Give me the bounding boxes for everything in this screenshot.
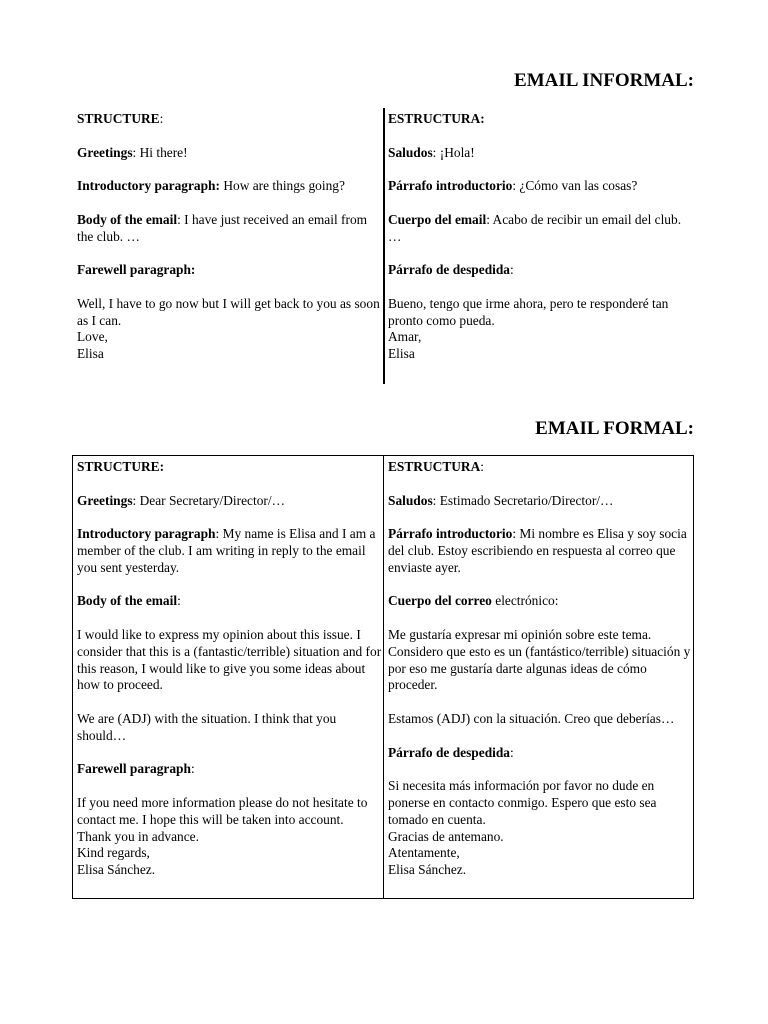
farewell-heading: Farewell paragraph: <box>77 761 195 777</box>
body-heading: Cuerpo del correo electrónico: <box>388 593 559 609</box>
informal-title: EMAIL INFORMAL: <box>514 70 694 91</box>
farewell-line: Kind regards, <box>77 845 150 861</box>
formal-spanish-column <box>388 459 693 879</box>
formal-title: EMAIL FORMAL: <box>535 418 694 439</box>
body-heading: Body of the email: <box>77 593 181 609</box>
informal-english-column <box>77 111 382 363</box>
farewell-line: Elisa Sánchez. <box>77 862 156 878</box>
body-paragraph: We are (ADJ) with the situation. I think that you should… <box>77 710 337 743</box>
greetings-row: Greetings: Dear Secretary/Director/… <box>77 492 285 508</box>
farewell-line: Bueno, tengo que irme ahora, pero te responderé tan pronto como pueda. <box>388 295 669 328</box>
intro-row: Introductory paragraph: My name is Elisa and I am a member of the club. I am writing in reply to the email you sent yesterday. <box>77 526 376 575</box>
structure-heading: STRUCTURE: <box>77 459 165 474</box>
intro-row: Párrafo introductorio: Mi nombre es Elisa y soy socia del club. Estoy escribiendo en respuesta al correo que enviaste ayer. <box>388 526 687 575</box>
farewell-line: Love, <box>77 329 108 345</box>
farewell-line: Si necesita más información por favor no dude en ponerse en contacto conmigo. Espero que esto sea tomado en cuenta. <box>388 778 657 827</box>
farewell-line: Elisa <box>77 346 104 362</box>
intro-row: Introductory paragraph: How are things going? <box>77 178 345 194</box>
farewell-line: Gracias de antemano. <box>388 828 504 844</box>
farewell-line: Elisa <box>388 346 415 362</box>
farewell-line: Amar, <box>388 329 422 345</box>
farewell-line: Well, I have to go now but I will get back to you as soon as I can. <box>77 295 380 328</box>
structure-heading: ESTRUCTURA: <box>388 111 485 126</box>
column-divider <box>383 108 385 384</box>
farewell-heading: Farewell paragraph: <box>77 262 196 278</box>
farewell-line: Elisa Sánchez. <box>388 862 467 878</box>
body-paragraph: Estamos (ADJ) con la situación. Creo que deberías… <box>388 710 675 726</box>
farewell-heading: Párrafo de despedida: <box>388 262 514 278</box>
structure-heading: STRUCTURE: <box>77 111 164 126</box>
column-divider <box>383 455 384 899</box>
structure-heading: ESTRUCTURA: <box>388 459 484 474</box>
informal-spanish-column <box>388 111 693 363</box>
farewell-line: Atentamente, <box>388 845 460 861</box>
greetings-row: Saludos: ¡Hola! <box>388 144 475 160</box>
body-row: Cuerpo del email: Acabo de recibir un email del club. … <box>388 211 682 244</box>
greetings-row: Saludos: Estimado Secretario/Director/… <box>388 492 614 508</box>
body-paragraph: I would like to express my opinion about this issue. I consider that this is a (fantastic/terrible) situation and for this reason, I would like to give you some ideas about how to proceed. <box>77 626 382 693</box>
intro-row: Párrafo introductorio: ¿Cómo van las cosas? <box>388 178 638 194</box>
formal-english-column <box>77 459 382 879</box>
greetings-row: Greetings: Hi there! <box>77 144 188 160</box>
farewell-line: If you need more information please do not hesitate to contact me. I hope this will be taken into account. <box>77 794 368 827</box>
farewell-line: Thank you in advance. <box>77 828 199 844</box>
farewell-heading: Párrafo de despedida: <box>388 744 514 760</box>
body-paragraph: Me gustaría expresar mi opinión sobre este tema. Considero que esto es un (fantástico/terrible) situación y por eso me gustaría darte algunas ideas de cómo proceder. <box>388 626 691 693</box>
body-row: Body of the email: I have just received an email from the club. … <box>77 211 368 244</box>
